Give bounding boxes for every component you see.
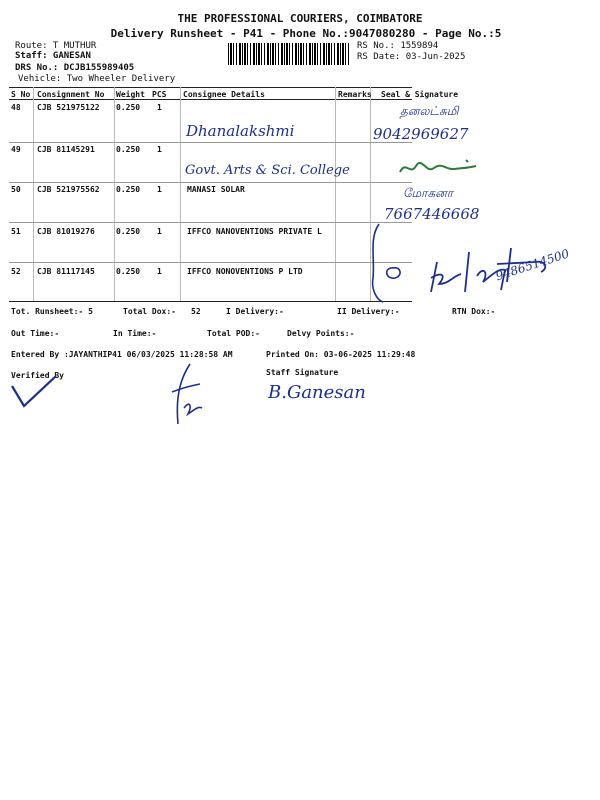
in-time: In Time:- (113, 329, 157, 338)
table-row-consignment: CJB 81019276 (37, 227, 95, 236)
staff-signature-hand: B.Ganesan (268, 382, 366, 403)
col-header-consignment: Consignment No (37, 90, 105, 99)
ii-delivery: II Delivery:- (337, 307, 400, 316)
row-sep (9, 142, 412, 143)
col-sep (335, 87, 336, 301)
table-row-weight: 0.250 (116, 267, 141, 276)
rtn-dox: RTN Dox:- (452, 307, 496, 316)
col-header-remarks: Remarks (338, 90, 372, 99)
table-row-weight: 0.250 (116, 185, 141, 194)
table-row-pcs: 1 (157, 145, 162, 154)
table-header-border (9, 99, 412, 100)
table-top-border (9, 87, 412, 88)
route: Route: T MUTHUR (15, 41, 97, 51)
col-header-weight: Weight (116, 90, 145, 99)
table-row-consignee: IFFCO NANOVENTIONS PRIVATE L (187, 227, 322, 236)
table-row-consignment: CJB 521975122 (37, 103, 100, 112)
staff-signature-label: Staff Signature (266, 368, 339, 377)
col-sep (180, 87, 181, 301)
handwritten-phone: 9486514500 (494, 246, 571, 284)
table-row-pcs: 1 (157, 103, 162, 112)
table-row-weight: 0.250 (116, 227, 141, 236)
table-row-sno: 50 (11, 185, 21, 194)
table-row-consignment: CJB 81145291 (37, 145, 95, 154)
col-header-pcs: PCS (152, 90, 167, 99)
total-runsheet: Tot. Runsheet:- 5 (11, 307, 93, 316)
table-row-weight: 0.250 (116, 145, 141, 154)
table-row-sno: 49 (11, 145, 21, 154)
total-pod: Total POD:- (207, 329, 260, 338)
printed-on: Printed On: 03-06-2025 11:29:48 (266, 350, 416, 359)
entered-by: Entered By :JAYANTHIP41 06/03/2025 11:28:58 AM (11, 350, 233, 359)
table-row-consignment: CJB 81117145 (37, 267, 95, 276)
drs-number: DRS No.: DCJB155989405 (15, 63, 135, 73)
col-header-sno: S No (11, 90, 31, 99)
rs-number: RS No.: 1559894 (357, 41, 439, 51)
table-row-pcs: 1 (157, 185, 162, 194)
table-row-pcs: 1 (157, 227, 162, 236)
table-row-sno: 52 (11, 267, 21, 276)
rs-date: RS Date: 03-Jun-2025 (357, 52, 466, 62)
i-delivery: I Delivery:- (226, 307, 284, 316)
delvy-points: Delvy Points:- (287, 329, 355, 338)
barcode (228, 43, 350, 65)
verified-tick (10, 372, 60, 412)
row-sep (9, 182, 412, 183)
verifier-signature (168, 362, 208, 432)
handwritten-consignee: Govt. Arts & Sci. College (185, 163, 350, 178)
table-row-pcs: 1 (157, 267, 162, 276)
handwritten-consignee: Dhanalakshmi (186, 122, 295, 140)
table-row-weight: 0.250 (116, 103, 141, 112)
handwritten-phone: 9042969627 (373, 125, 469, 143)
col-header-consignee: Consignee Details (183, 90, 265, 99)
company-title: THE PROFESSIONAL COURIERS, COIMBATORE (177, 12, 423, 25)
vehicle: Vehicle: Two Wheeler Delivery (18, 74, 176, 84)
row-sep (9, 262, 412, 263)
table-row-consignee: MANASI SOLAR (187, 185, 245, 194)
handwritten-phone: 7667446668 (384, 205, 480, 223)
col-header-seal: Seal & Signature (381, 90, 459, 99)
col-sep (114, 87, 115, 301)
out-time: Out Time:- (11, 329, 60, 338)
table-row-consignment: CJB 521975562 (37, 185, 100, 194)
verified-by-label: Verified By (11, 371, 64, 380)
table-bottom-border (9, 301, 412, 302)
staff: Staff: GANESAN (15, 51, 91, 61)
handwritten-signature: மோகனா (403, 186, 454, 200)
table-row-sno: 48 (11, 103, 21, 112)
runsheet-subtitle: Delivery Runsheet - P41 - Phone No.:9047080280 - Page No.:5 (110, 27, 502, 40)
total-dox-value: 52 (191, 307, 201, 316)
table-row-sno: 51 (11, 227, 21, 236)
green-signature (396, 156, 486, 180)
handwritten-signature: தனலட்சுமி (400, 104, 459, 118)
col-sep (33, 87, 34, 301)
table-row-consignee: IFFCO NONOVENTIONS P LTD (187, 267, 303, 276)
total-dox-label: Total Dox:- (123, 307, 176, 316)
row-sep (9, 222, 412, 223)
